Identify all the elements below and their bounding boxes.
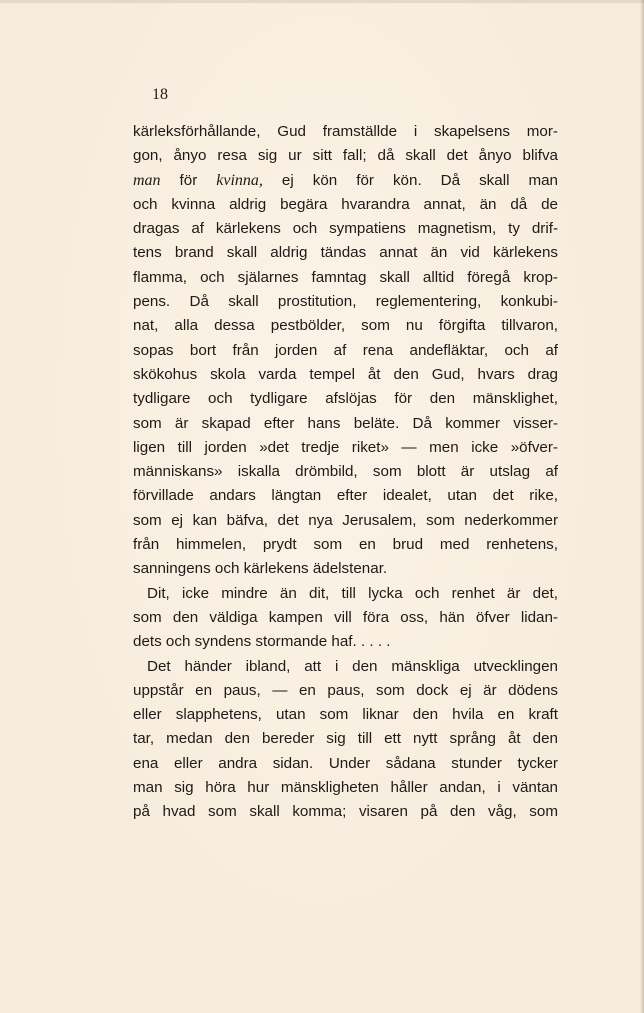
page-number: 18 — [152, 86, 168, 103]
page-right-edge — [640, 0, 644, 1013]
text-segment: man sig höra hur mänskligheten håller andan, i väntan — [133, 779, 558, 797]
text-segment: tydligare och tydligare afslöjas för den mänsklighet, — [133, 390, 558, 408]
text-line — [133, 363, 558, 387]
text-line — [133, 412, 558, 436]
text-line — [133, 266, 558, 290]
text-line — [133, 193, 558, 217]
text-segment: som är skapad efter hans beläte. Då kommer visser- — [133, 414, 558, 432]
text-segment: Dit, icke mindre än dit, till lycka och renhet är det, — [147, 584, 558, 602]
text-segment: skökohus skola varda tempel åt den Gud, hvars drag — [133, 365, 558, 383]
text-segment: Det händer ibland, att i den mänskliga utvecklingen — [147, 657, 558, 675]
text-line — [133, 436, 558, 460]
text-line — [133, 752, 558, 776]
text-segment: flamma, och själarnes famntag skall alltid föregå krop- — [133, 268, 558, 286]
text-line — [133, 776, 558, 800]
text-segment: sopas bort från jorden af rena andefläktar, och af — [133, 341, 558, 359]
text-line — [133, 217, 558, 241]
text-segment: sanningens och kärlekens ädelstenar. — [133, 560, 388, 578]
page-top-edge — [0, 0, 644, 3]
text-line — [133, 290, 558, 314]
text-line — [133, 460, 558, 484]
text-line — [133, 314, 558, 338]
text-segment: som ej kan bäfva, det nya Jerusalem, som nederkommer — [133, 511, 558, 529]
text-segment: tens brand skall aldrig tändas annat än vid kärlekens — [133, 244, 558, 262]
text-line — [133, 655, 558, 679]
text-segment: gon, ånyo resa sig ur sitt fall; då skall det ånyo blifva — [133, 147, 558, 165]
text-line — [133, 241, 558, 265]
text-segment: ena eller andra sidan. Under sådana stunder tycker — [133, 754, 558, 772]
text-segment: människans» iskalla drömbild, som blott är utslag af — [133, 463, 558, 481]
text-segment: som den väldiga kampen vill föra oss, hän öfver lidan- — [133, 608, 558, 626]
text-segment: och kvinna aldrig begära hvarandra annat, än då de — [133, 195, 558, 213]
text-segment: kärleksförhållande, Gud framställde i skapelsens mor- — [133, 123, 558, 140]
text-segment: för — [160, 171, 217, 189]
text-segment: ligen till jorden »det tredje riket» — men icke »öfver- — [133, 438, 558, 456]
text-segment: pens. Då skall prostitution, reglementering, konkubi- — [133, 293, 558, 311]
text-segment: nat, alla dessa pestbölder, som nu förgifta tillvaron, — [133, 317, 558, 335]
text-line — [133, 606, 558, 630]
text-line — [133, 679, 558, 703]
text-line — [133, 727, 558, 751]
italic-word: man — [133, 171, 161, 189]
text-line — [133, 630, 558, 654]
text-segment: dets och syndens stormande haf. . . . . — [133, 633, 391, 651]
text-line — [133, 557, 558, 581]
text-segment: på hvad som skall komma; visaren på den våg, som — [133, 803, 558, 821]
text-segment: dragas af kärlekens och sympatiens magnetism, ty drif- — [133, 220, 558, 238]
text-line — [133, 800, 558, 824]
text-line — [133, 169, 558, 193]
text-line — [133, 387, 558, 411]
text-line — [133, 144, 558, 168]
text-line — [133, 484, 558, 508]
body-text — [133, 120, 558, 825]
text-line — [133, 703, 558, 727]
text-segment: ej kön för kön. Då skall man — [262, 171, 558, 189]
text-segment: från himmelen, prydt som en brud med renhetens, — [133, 536, 558, 554]
text-segment: förvillade andars längtan efter idealet, utan det rike, — [133, 487, 558, 505]
text-line — [133, 339, 558, 363]
text-line — [133, 533, 558, 557]
italic-word: kvinna, — [216, 171, 263, 189]
text-segment: eller slapphetens, utan som liknar den hvila en kraft — [133, 706, 558, 724]
text-line — [133, 582, 558, 606]
text-segment: uppstår en paus, — en paus, som dock ej är dödens — [133, 681, 558, 699]
text-line — [133, 509, 558, 533]
text-line — [133, 120, 558, 144]
text-segment: tar, medan den bereder sig till ett nytt språng åt den — [133, 730, 558, 748]
